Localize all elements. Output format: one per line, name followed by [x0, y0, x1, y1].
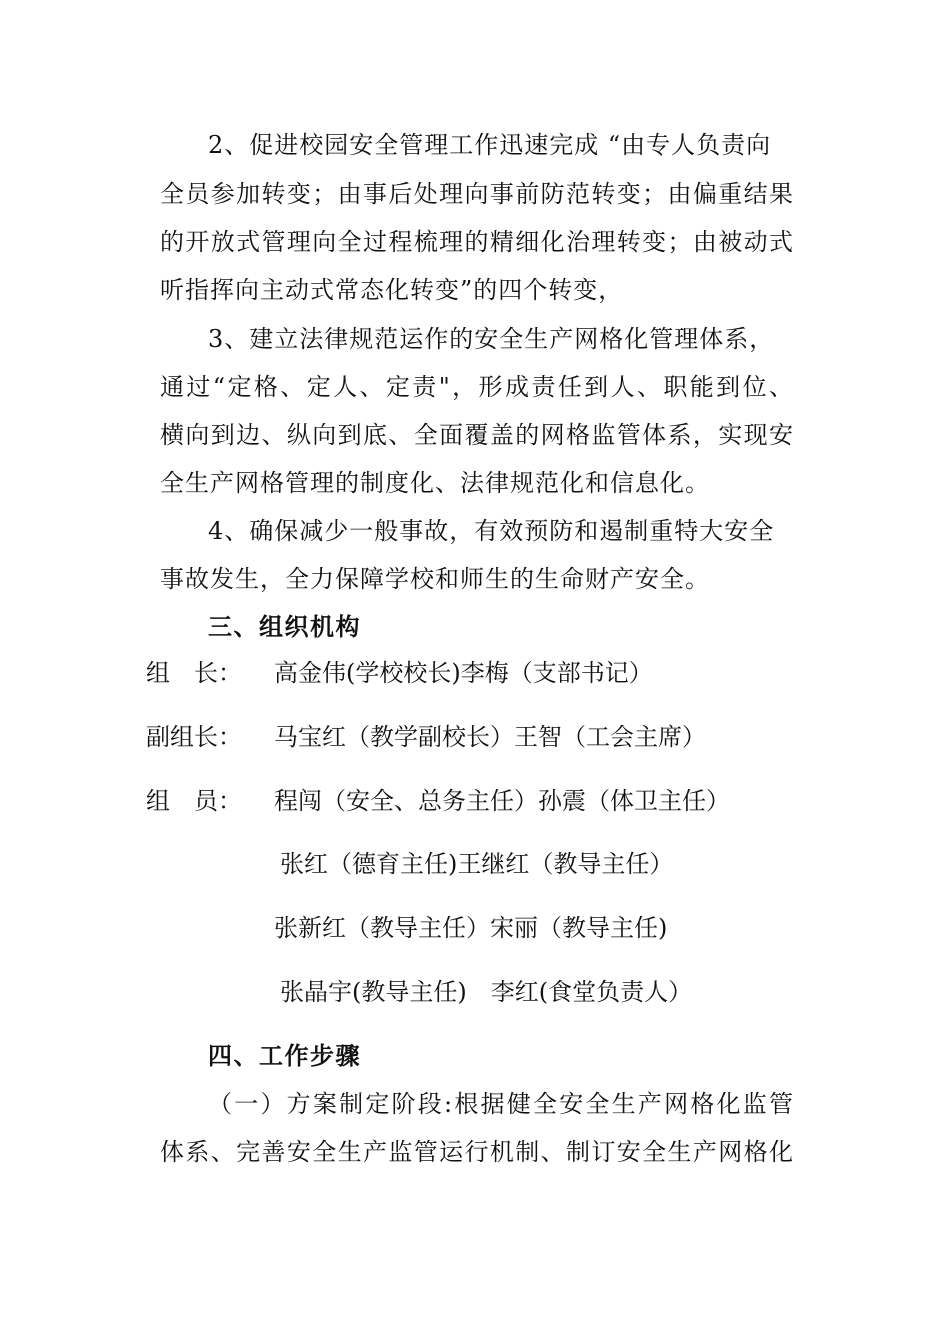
paragraph-2-line-4: 听指挥向主动式常态化转变”的四个转变，: [160, 276, 624, 304]
paragraph-2-line-2: 全员参加转变；由事后处理向事前防范转变；由偏重结果: [160, 180, 794, 208]
paragraph-3-line-3: 横向到边、纵向到底、全面覆盖的网格监管体系，实现安: [160, 421, 794, 449]
deputy-label: 副组长：: [146, 723, 242, 751]
member-line-2: 张红（德育主任)王继红（教导主任）: [280, 850, 674, 878]
member-line-1: 程闯（安全、总务主任）孙震（体卫主任）: [274, 787, 730, 815]
member-line-4: 张晶宇(教导主任) 李红(食堂负责人）: [280, 978, 693, 1006]
paragraph-3-line-1: 3、建立法律规范运作的安全生产网格化管理体系，: [208, 325, 775, 353]
member-label: 组 员：: [146, 787, 242, 815]
leader-value: 高金伟(学校校长)李梅（支部书记）: [274, 659, 653, 687]
leader-label: 组 长：: [146, 659, 242, 687]
section-4-heading: 四、工作步骤: [208, 1041, 361, 1070]
paragraph-2-line-1: 2、促进校园安全管理工作迅速完成 “由专人负责向: [208, 131, 772, 159]
paragraph-3-line-4: 全生产网格管理的制度化、法律规范化和信息化。: [160, 469, 710, 497]
deputy-value: 马宝红（教学副校长）王智（工会主席）: [274, 723, 706, 751]
paragraph-4-line-1: 4、确保减少一般事故，有效预防和遏制重特大安全: [208, 517, 775, 545]
section-3-heading: 三、组织机构: [208, 612, 361, 641]
section-4-line-1: （一）方案制定阶段:根据健全安全生产网格化监管: [208, 1090, 794, 1118]
section-4-line-2: 体系、完善安全生产监管运行机制、制订安全生产网格化: [160, 1138, 794, 1166]
paragraph-3-line-2: 通过“定格、定人、定责"，形成责任到人、职能到位、: [160, 373, 794, 401]
paragraph-4-line-2: 事故发生，全力保障学校和师生的生命财产安全。: [160, 565, 710, 593]
paragraph-2-line-3: 的开放式管理向全过程梳理的精细化治理转变；由被动式: [160, 228, 794, 256]
member-line-3: 张新红（教导主任）宋丽（教导主任): [274, 914, 668, 942]
